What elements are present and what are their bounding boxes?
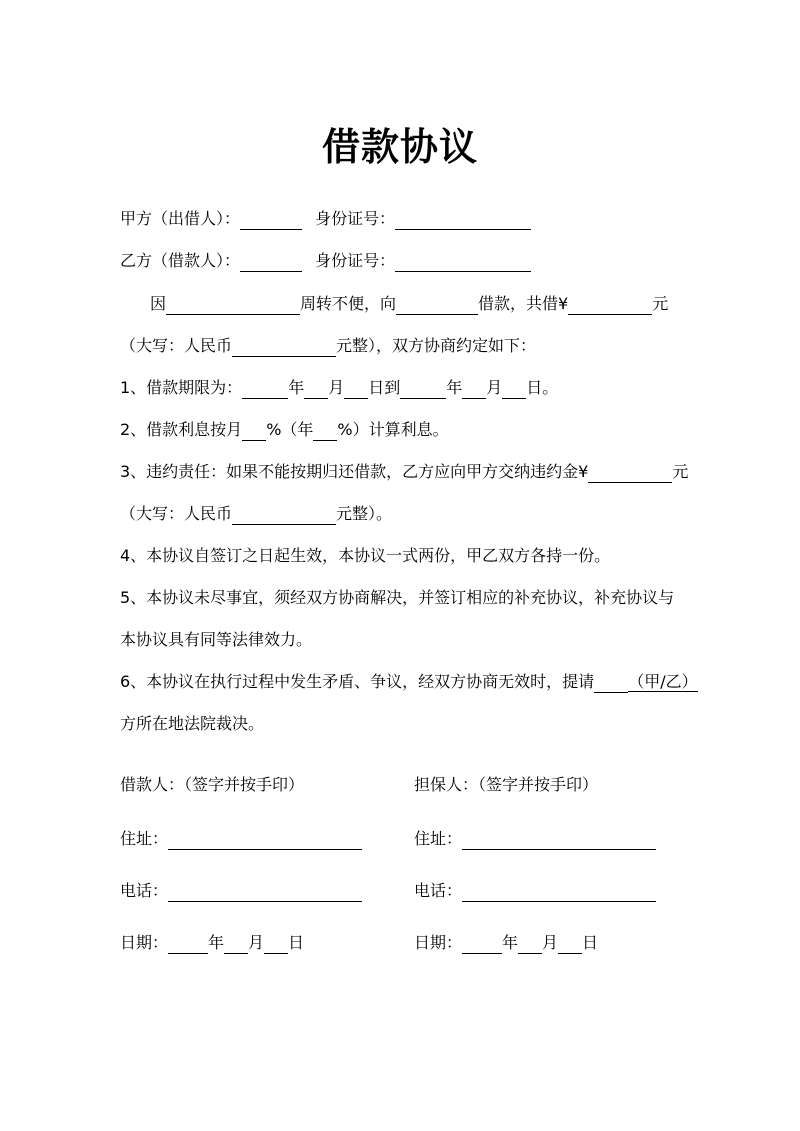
- clause2-text-3: %）计算利息。: [337, 420, 449, 439]
- clause-2: [120, 419, 449, 441]
- year-label: 年: [446, 378, 463, 397]
- clause-5b: 本协议具有同等法律效力。: [120, 630, 313, 649]
- intro-line: [120, 293, 668, 315]
- clause1-text: 1、借款期限为：: [120, 378, 243, 397]
- year-label: 年: [288, 378, 305, 397]
- intro2-text-1: （大写：人民币: [120, 336, 233, 355]
- day-to-label: 日到: [368, 378, 401, 397]
- reason-blank: [166, 296, 300, 315]
- date-label: 日期：: [120, 933, 169, 952]
- borrower-address-blank: [168, 831, 362, 850]
- borrower-signature-label: 借款人：（签字并按手印）: [120, 775, 305, 794]
- end-month-blank: [462, 380, 486, 399]
- borrower-id-blank: [395, 253, 531, 272]
- amount-blank: [568, 296, 652, 315]
- address-label: 住址：: [120, 829, 169, 848]
- year-blank: [168, 935, 208, 954]
- intro-text-1: 因: [150, 294, 167, 313]
- day-blank: [558, 935, 582, 954]
- clause-6a: [120, 671, 698, 693]
- court-party-options: （甲/乙）: [628, 672, 698, 691]
- penalty-amount-blank: [588, 464, 672, 483]
- lender-label: 甲方（出借人）：: [120, 209, 241, 228]
- lender-id-label: 身份证号：: [315, 209, 396, 228]
- monthly-rate-blank: [242, 422, 266, 441]
- guarantor-signature-label: 担保人：（签字并按手印）: [414, 775, 599, 794]
- start-month-blank: [304, 380, 328, 399]
- borrower-phone-blank: [168, 883, 362, 902]
- day-blank: [264, 935, 288, 954]
- intro-line-2: [120, 335, 536, 357]
- lender-id-blank: [395, 211, 531, 230]
- guarantor-address-blank: [462, 831, 656, 850]
- borrower-phone-line: [120, 880, 362, 902]
- borrower-line: [120, 250, 531, 272]
- end-day-blank: [502, 380, 526, 399]
- phone-label: 电话：: [120, 881, 169, 900]
- clause-1: [120, 377, 558, 399]
- borrower-address-line: [120, 828, 362, 850]
- month-label: 月: [328, 378, 345, 397]
- guarantor-address-line: [414, 828, 656, 850]
- month-label: 月: [248, 933, 265, 952]
- clause2-text-1: 2、借款利息按月: [120, 420, 243, 439]
- borrower-id-label: 身份证号：: [315, 251, 396, 270]
- intro-text-2: 周转不便，向: [300, 294, 397, 313]
- clause-3b: [120, 503, 392, 525]
- annual-rate-blank: [313, 422, 337, 441]
- clause6-text-1: 6、本协议在执行过程中发生矛盾、争议，经双方协商无效时，提请: [120, 672, 595, 691]
- penalty-words-blank: [232, 506, 336, 525]
- guarantor-phone-line: [414, 880, 656, 902]
- court-party-blank: [594, 674, 628, 693]
- clause3b-text-2: 元整）。: [336, 504, 393, 523]
- document-title: 借款协议: [321, 125, 478, 169]
- month-label: 月: [542, 933, 559, 952]
- date-label: 日期：: [414, 933, 463, 952]
- clause2-text-2: %（年: [266, 420, 314, 439]
- clause3b-text-1: （大写：人民币: [120, 504, 233, 523]
- clause-5a: 5、本协议未尽事宜，须经双方协商解决，并签订相应的补充协议，补充协议与: [120, 588, 675, 607]
- clause3-text-1: 3、违约责任：如果不能按期归还借款，乙方应向甲方交纳违约金¥: [120, 462, 589, 481]
- month-label: 月: [486, 378, 503, 397]
- address-label: 住址：: [414, 829, 463, 848]
- lender-name-blank: [240, 211, 302, 230]
- day-end-label: 日。: [526, 378, 559, 397]
- start-day-blank: [344, 380, 368, 399]
- lender-to-blank: [396, 296, 478, 315]
- clause3-text-2: 元: [672, 462, 689, 481]
- intro2-text-2: 元整），双方协商约定如下：: [336, 336, 537, 355]
- start-year-blank: [242, 380, 288, 399]
- phone-label: 电话：: [414, 881, 463, 900]
- intro-text-4: 元: [652, 294, 669, 313]
- month-blank: [518, 935, 542, 954]
- year-label: 年: [502, 933, 519, 952]
- borrower-name-blank: [240, 253, 302, 272]
- borrower-label: 乙方（借款人）：: [120, 251, 241, 270]
- year-label: 年: [208, 933, 225, 952]
- day-label: 日: [288, 933, 305, 952]
- intro-text-3: 借款，共借¥: [478, 294, 569, 313]
- month-blank: [224, 935, 248, 954]
- end-year-blank: [400, 380, 446, 399]
- clause-4: 4、本协议自签订之日起生效，本协议一式两份，甲乙双方各持一份。: [120, 546, 611, 565]
- clause-3: [120, 461, 688, 483]
- amount-words-blank: [232, 338, 336, 357]
- day-label: 日: [582, 933, 599, 952]
- borrower-date-line: [120, 932, 304, 954]
- lender-line: [120, 208, 531, 230]
- clause-6b: 方所在地法院裁决。: [120, 714, 265, 733]
- guarantor-phone-blank: [462, 883, 656, 902]
- year-blank: [462, 935, 502, 954]
- guarantor-date-line: [414, 932, 598, 954]
